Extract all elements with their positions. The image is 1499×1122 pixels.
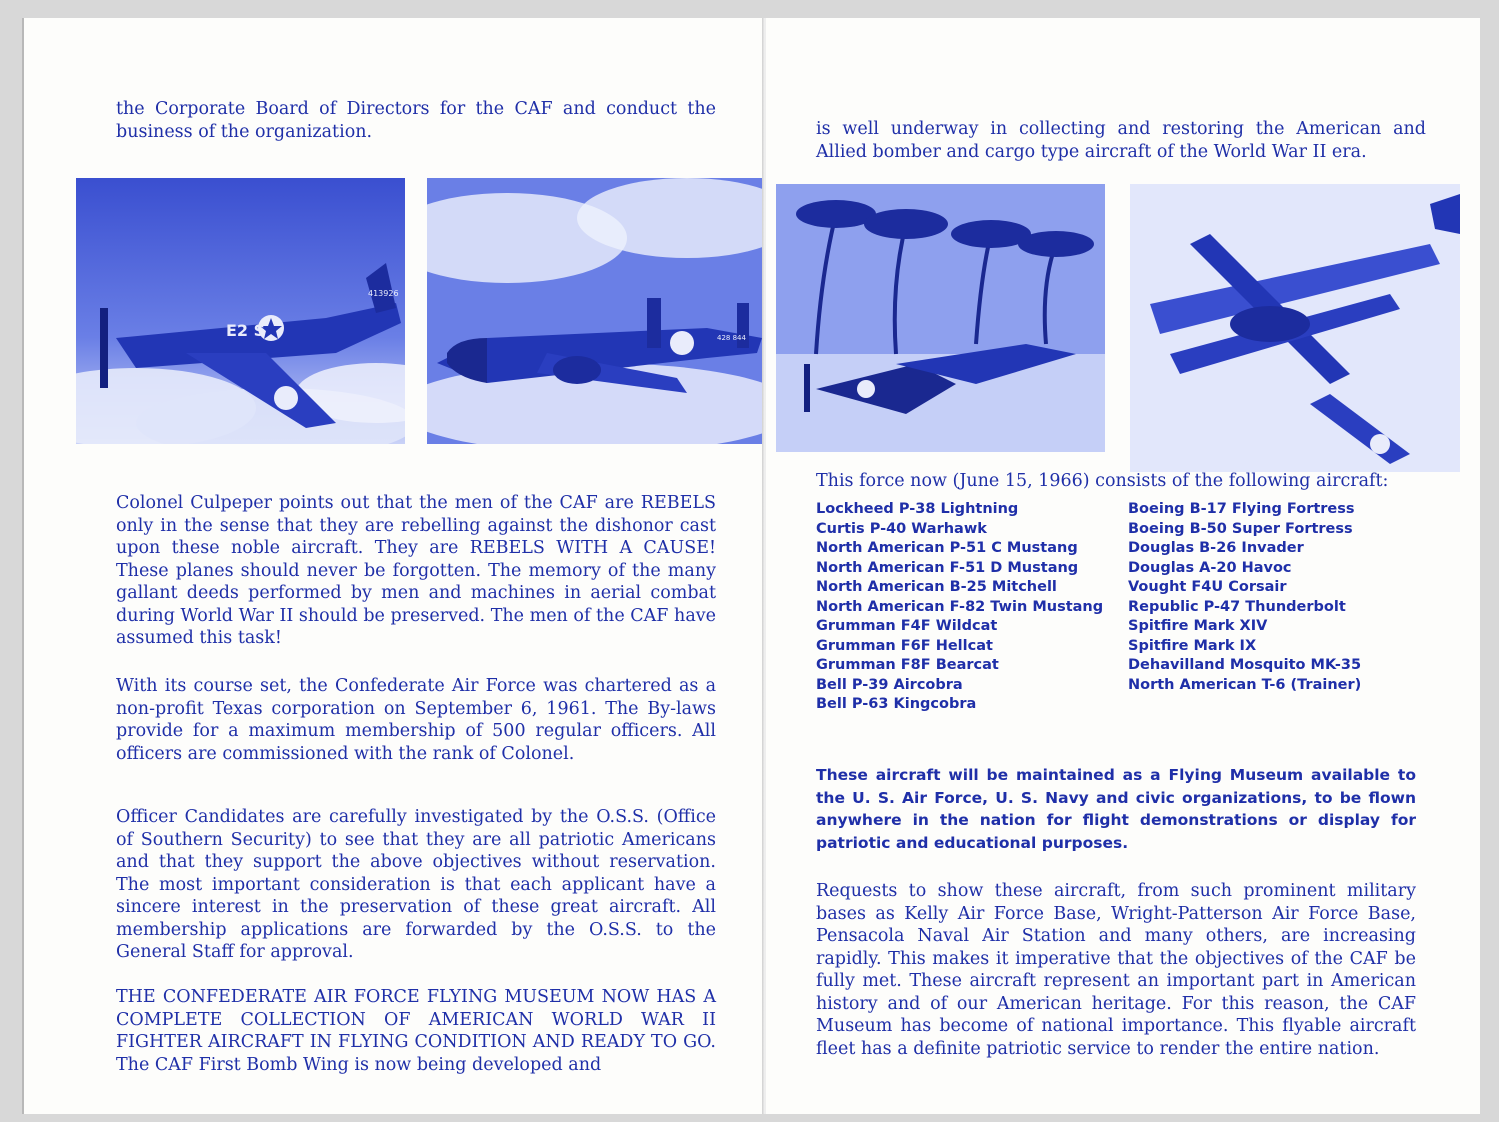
aircraft-item: Grumman F4F Wildcat (816, 618, 998, 634)
flying-museum-bold-paragraph: These aircraft will be maintained as a Flying Museum available to the U. S. Air Force, U. S. Navy and civic organizations, to be flown anywhere in the nation for flight demonstrations or display for patriotic and educational purposes. (816, 766, 1416, 852)
aircraft-item: North American F-82 Twin Mustang (816, 598, 1104, 615)
aircraft-item: Bell P-39 Aircobra (816, 676, 963, 693)
left-top-paragraph: the Corporate Board of Directors for the CAF and conduct the business of the organization. (116, 99, 716, 142)
right-page (766, 18, 1480, 1114)
mustang-code-marking: E2 S (226, 321, 266, 340)
flying-museum-paragraph: THE CONFEDERATE AIR FORCE FLYING MUSEUM NOW HAS A COMPLETE COLLECTION OF AMERICAN WORLD WAR II FIGHTER AIRCRAFT IN FLYING CONDITION AND READY TO GO. The CAF First Bomb Wing is now being developed and (116, 987, 716, 1075)
aircraft-item: Curtis P-40 Warhawk (816, 520, 987, 537)
aircraft-item: Douglas A-20 Havoc (1128, 559, 1292, 576)
aircraft-list-col1 (816, 500, 1103, 715)
aircraft-item: Spitfire Mark IX (1128, 637, 1257, 654)
aircraft-item: Grumman F8F Bearcat (816, 657, 999, 673)
force-intro-line: This force now (June 15, 1966) consists of the following aircraft: (816, 471, 1389, 491)
left-page (22, 18, 764, 1114)
aircraft-item: North American F-51 D Mustang (816, 559, 1079, 576)
aircraft-item: Spitfire Mark XIV (1128, 618, 1268, 634)
aircraft-item: Vought F4U Corsair (1128, 579, 1287, 595)
aircraft-item: Republic P-47 Thunderbolt (1128, 598, 1346, 615)
aircraft-item: North American T-6 (Trainer) (1128, 676, 1362, 693)
officer-candidates-paragraph: Officer Candidates are carefully investigated by the O.S.S. (Office of Southern Security) to see that they are all patriotic Americans and that they support the above objectives without reservation. The most important consideration is that each applicant have a sincere interest in the preservation of these great aircraft. All membership applications are forwarded by the O.S.S. to the General Staff for approval. (116, 807, 716, 962)
charter-paragraph: With its course set, the Confederate Air Force was chartered as a non-profit Texas corporation on September 6, 1961. The By-laws provide for a maximum membership of 500 regular officers. All officers are commissioned with the rank of Colonel. (116, 676, 716, 764)
aircraft-item: Bell P-63 Kingcobra (816, 696, 977, 712)
photo-b25-mitchell (427, 178, 766, 444)
rebels-paragraph: Colonel Culpeper points out that the men of the CAF are REBELS only in the sense that they are rebelling against the dishonor cast upon these noble aircraft. They are REBELS WITH A CAUSE! These planes should never be forgotten. The memory of the many gallant deeds performed by men and machines in aerial combat during World War II should be preserved. The men of the CAF have assumed this task! (116, 493, 716, 648)
requests-paragraph: Requests to show these aircraft, from such prominent military bases as Kelly Air Force Base, Wright-Patterson Air Force Base, Pensacola Naval Air Station and many others, are increasing rapidly. This makes it imperative that the objectives of the CAF be fully met. These aircraft represent an important part in American history and of our American heritage. For this reason, the CAF Museum has become of national importance. This flyable aircraft fleet has a definite patriotic service to render the entire nation. (816, 881, 1416, 1059)
aircraft-item: Boeing B-17 Flying Fortress (1128, 501, 1355, 517)
aircraft-item: North American B-25 Mitchell (816, 579, 1057, 595)
mustang-serial-marking: 413926 (368, 289, 399, 298)
photo-p51-mustang (76, 178, 405, 444)
photo-corsairs-airfield (776, 184, 1105, 452)
right-top-paragraph: is well underway in collecting and restoring the American and Allied bomber and cargo type aircraft of the World War II era. (816, 119, 1426, 162)
aircraft-list-col2 (1128, 500, 1361, 695)
aircraft-item: Grumman F6F Hellcat (816, 637, 993, 654)
aircraft-item: Boeing B-50 Super Fortress (1128, 520, 1353, 537)
aircraft-item: Douglas B-26 Invader (1128, 540, 1304, 556)
photo-p38-lightning (1130, 184, 1460, 472)
aircraft-item: Dehavilland Mosquito MK-35 (1128, 657, 1362, 673)
aircraft-item: North American P-51 C Mustang (816, 540, 1078, 556)
aircraft-item: Lockheed P-38 Lightning (816, 501, 1019, 517)
b25-serial-marking: 428 844 (717, 334, 746, 342)
